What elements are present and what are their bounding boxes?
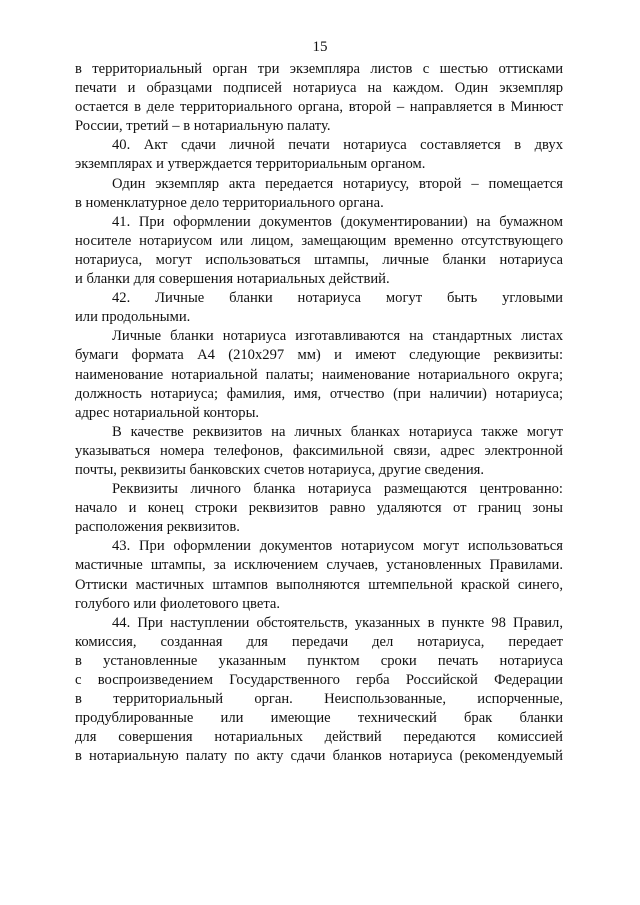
text-line: адрес нотариальной конторы. [75,404,260,421]
text-line: в номенклатурное дело территориального органа. [75,194,384,211]
text-line: носителе нотариусом или лицом, замещающим временно отсутствующего [75,232,563,249]
text-line: 44. При наступлении обстоятельств, указанных в пункте 98 Правил, [112,614,563,631]
text-line: голубого или фиолетового цвета. [75,595,280,612]
text-line: 43. При оформлении документов нотариусом могут использоваться [112,538,563,555]
text-line: Реквизиты личного бланка нотариуса размещаются центрованно: [112,481,563,498]
page-number: 15 [312,39,328,55]
text-line: почты, реквизиты банковских счетов нотариуса, другие сведения. [75,461,485,478]
text-line: в территориальный орган три экземпляра листов с шестью оттисками [75,61,563,77]
text-line: комиссия, созданная для передачи дел нотариуса, передает [75,633,563,650]
text-line: для совершения нотариальных действий передаются комиссией [75,729,563,746]
text-line: Оттиски мастичных штампов выполняются штемпельной краской синего, [75,576,563,593]
text-line: должность нотариуса; фамилия, имя, отчество (при наличии) нотариуса; [75,385,563,402]
text-line: с воспроизведением Государственного герба Российской Федерации [75,672,563,688]
text-line: Один экземпляр акта передается нотариусу, второй – помещается [112,175,563,192]
text-line: указываться номера телефонов, факсимильной связи, адрес электронной [75,442,563,459]
text-line: экземплярах и утверждается территориальным органом. [75,156,426,173]
text-line: расположения реквизитов. [75,519,240,536]
text-line: в нотариальную палату по акту сдачи бланков нотариуса (рекомендуемый [75,748,563,765]
document-body [75,60,563,766]
text-line: мастичные штампы, за исключением случаев, установленных Правилами. [75,557,563,574]
text-line: 42. Личные бланки нотариуса могут быть угловыми [112,290,563,307]
text-line: остается в деле территориального органа, второй – направляется в Минюст [75,99,563,116]
text-line: России, третий – в нотариальную палату. [75,118,331,135]
text-line: и бланки для совершения нотариальных действий. [75,271,390,288]
text-line: печати и образцами подписей нотариуса на каждом. Один экземпляр [75,80,563,97]
text-line: бумаги формата А4 (210х297 мм) и имеют следующие реквизиты: [75,347,563,364]
text-line: или продольными. [75,309,191,326]
text-line: наименование нотариальной палаты; наименование нотариального округа; [75,366,563,383]
text-line: нотариуса, могут использоваться штампы, личные бланки нотариуса [75,251,563,268]
text-line: Личные бланки нотариуса изготавливаются на стандартных листах [112,328,563,345]
text-line: в территориальный орган. Неиспользованные, испорченные, [75,691,563,708]
text-line: В качестве реквизитов на личных бланках нотариуса также могут [112,423,563,440]
text-line: продублированные или имеющие технический брак бланки [75,710,563,727]
text-line: 41. При оформлении документов (документировании) на бумажном [112,213,563,230]
text-line: начало и конец строки реквизитов равно удаляются от границ зоны [75,500,563,517]
text-line: 40. Акт сдачи личной печати нотариуса составляется в двух [112,137,563,154]
text-line: в установленные указанным пунктом сроки печать нотариуса [75,652,563,669]
